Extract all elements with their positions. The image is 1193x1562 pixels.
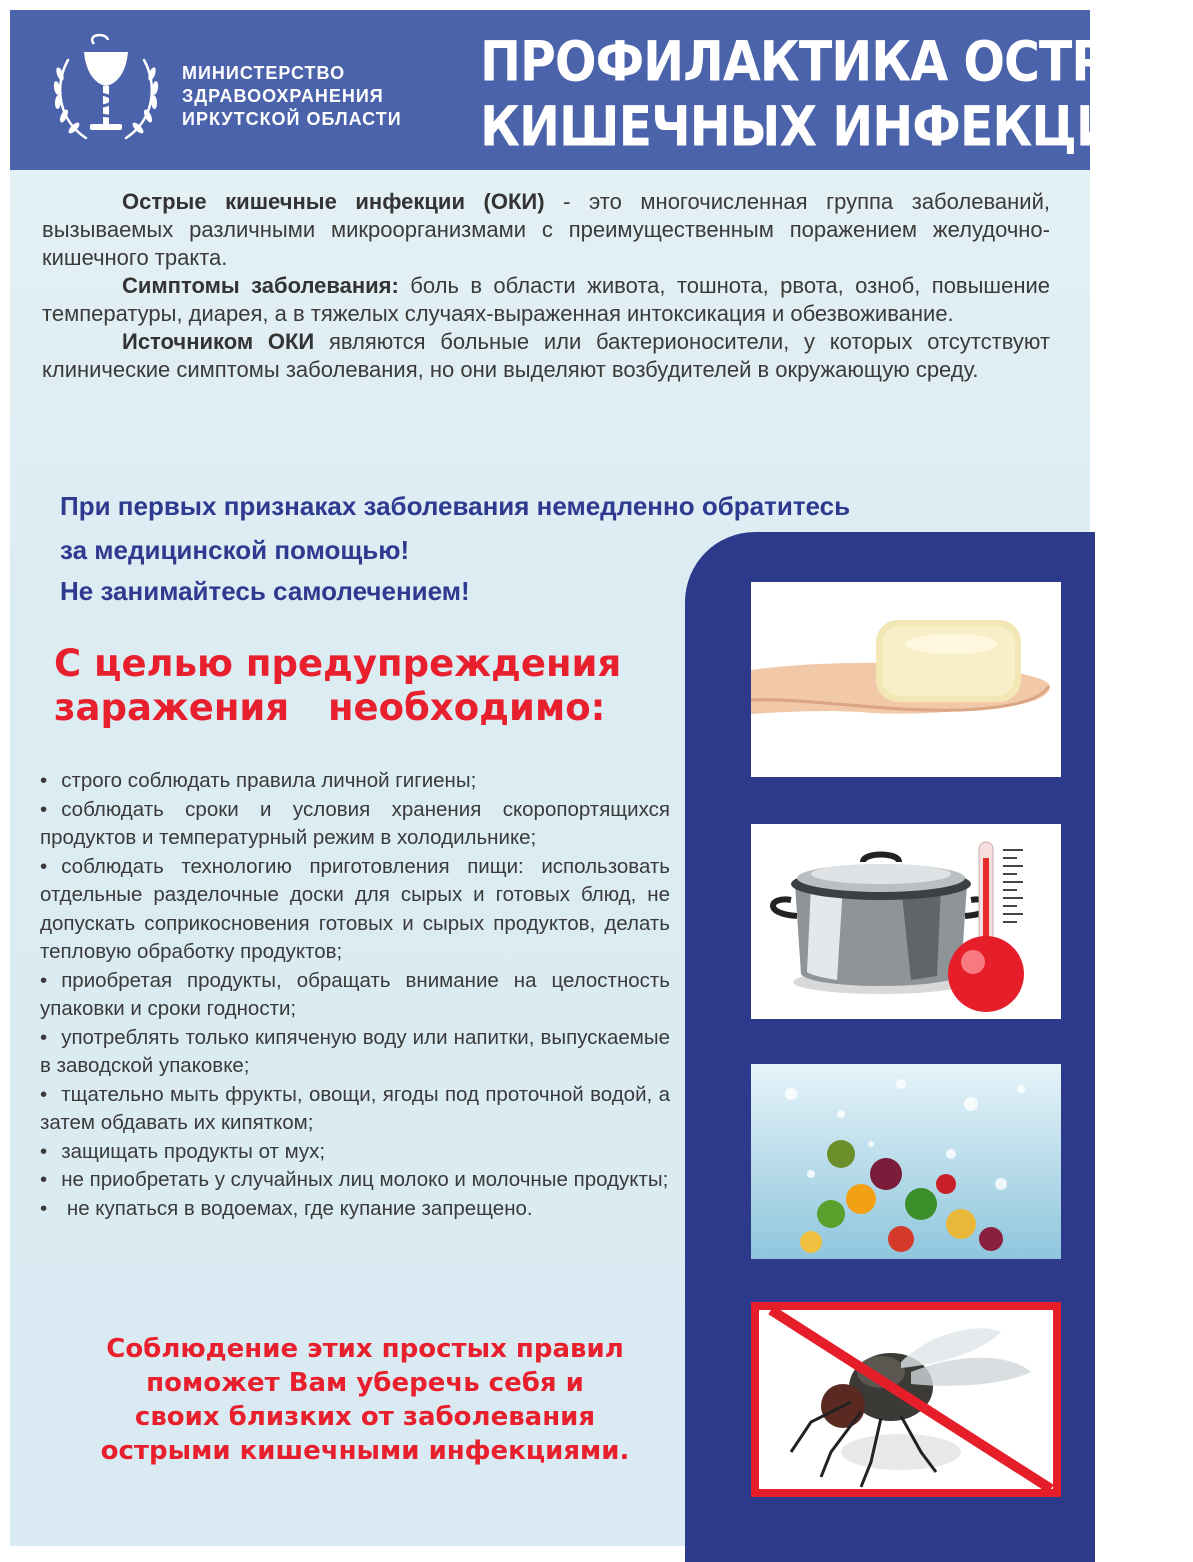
prevention-heading (54, 642, 694, 730)
intro-paragraph (42, 328, 1050, 384)
intro-term: Источником ОКИ (122, 329, 315, 354)
prevention-heading-line-2: заражения необходимо: (54, 686, 606, 729)
list-item: • не приобретать у случайных лиц молоко и молочные продукты; (40, 1166, 670, 1195)
list-item: • защищать продукты от мух; (40, 1138, 670, 1167)
list-item: • употреблять только кипяченую воду или напитки, выпускаемые в заводской упаковке; (40, 1024, 670, 1081)
ministry-line-1: МИНИСТЕРСТВО (182, 63, 346, 83)
bowl-of-hygieia-logo-icon (46, 30, 166, 148)
ministry-line-3: ИРКУТСКОЙ ОБЛАСТИ (182, 109, 402, 129)
list-item: • соблюдать сроки и условия хранения скоропортящихся продуктов и температурный режим в холодильнике; (40, 796, 670, 853)
washing-fruits-image (751, 1064, 1061, 1259)
pot-thermometer-icon (751, 824, 1061, 1019)
list-item: • соблюдать технологию приготовления пищи: использовать отдельные разделочные доски для сырых и готовых блюд, не допускать соприкосновения готовых и сырых продуктов, делать тепловую обработку продуктов; (40, 853, 670, 967)
page-title (480, 30, 1193, 160)
list-item: • строго соблюдать правила личной гигиены; (40, 767, 670, 796)
warning-line-3: Не занимайтесь самолечением! (60, 576, 470, 606)
intro-definition: являются больные или бактерионосители, у которых отсутствуют клинические симптомы заболевания, но они выделяют возбудителей в окружающую среду. (42, 329, 1050, 382)
title-line-1: ПРОФИЛАКТИКА ОСТРЫХ (480, 30, 1193, 94)
crossed-fly-icon (751, 1302, 1061, 1497)
intro-term: Острые кишечные инфекции (ОКИ) (122, 189, 545, 214)
ministry-line-2: ЗДРАВООХРАНЕНИЯ (182, 86, 384, 106)
closing-line-3: своих близких от заболевания (134, 1402, 596, 1432)
intro-text (42, 188, 1050, 384)
list-item: • не купаться в водоемах, где купание запрещено. (40, 1195, 670, 1224)
intro-term: Симптомы заболевания: (122, 273, 399, 298)
closing-line-2: поможет Вам уберечь себя и (146, 1368, 584, 1398)
hand-with-soap-image (751, 582, 1061, 777)
hand-with-soap-icon (751, 582, 1061, 777)
intro-paragraph (42, 272, 1050, 328)
list-item: • тщательно мыть фрукты, овощи, ягоды под проточной водой, а затем обдавать их кипятком; (40, 1081, 670, 1138)
prevention-heading-line-1: С целью предупреждения (54, 642, 622, 685)
poster (10, 10, 1193, 1546)
ministry-name (182, 62, 452, 131)
closing-line-1: Соблюдение этих простых правил (106, 1334, 624, 1364)
warning-line-1: При первых признаках заболевания немедленно обратитесь (60, 491, 851, 521)
warning-line-2: за медицинской помощью! (60, 535, 410, 565)
intro-definition: боль в области живота, тошнота, рвота, озноб, повышение температуры, диарея, а в тяжелых случаях-выраженная интоксикация и обезвоживание. (42, 273, 1050, 326)
list-item: • приобретая продукты, обращать внимание на целостность упаковки и сроки годности; (40, 967, 670, 1024)
no-flies-image (751, 1302, 1061, 1497)
pot-and-thermometer-image (751, 824, 1061, 1019)
fruits-in-water-icon (751, 1064, 1061, 1259)
closing-message (50, 1332, 680, 1468)
prevention-rules-list (40, 767, 670, 1223)
title-line-2: КИШЕЧНЫХ ИНФЕКЦИЙ (480, 94, 1156, 159)
intro-definition: - это многочисленная группа заболеваний, вызываемых различными микроорганизмами с преимущественным поражением желудочно-кишечного тракта. (42, 189, 1050, 270)
header-banner (10, 10, 1193, 170)
intro-paragraph (42, 188, 1050, 272)
closing-line-4: острыми кишечными инфекциями. (100, 1436, 630, 1466)
